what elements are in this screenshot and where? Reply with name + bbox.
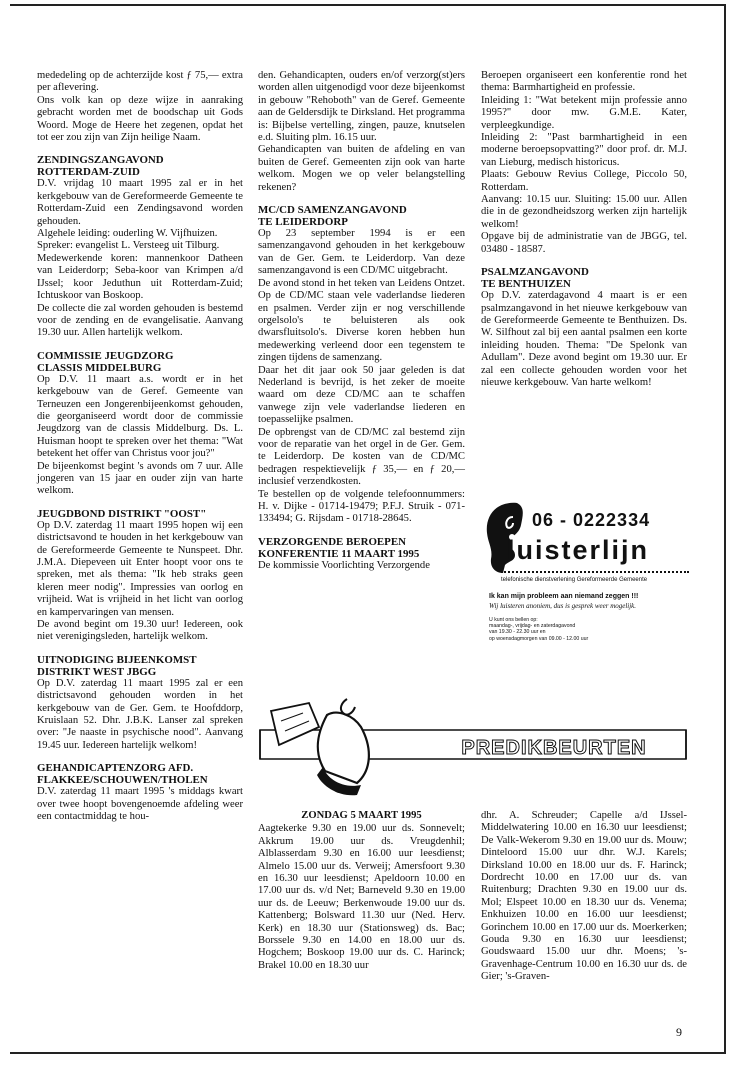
paragraph: Beroepen organiseert een konferentie rond het thema: Barmhartigheid en professie. [481,70,687,94]
paragraph: Medewerkende koren: mannenkoor Datheen van Leiderdorp; Seba-koor van Krimpen a/d IJssel; koor Jeduthun uit Rotterdam-Zuid; Ichtuskoor van Boskoop. [37,252,243,302]
paragraph: Inleiding 1: "Wat betekent mijn professie anno 1995?" door mw. G.M.E. Kater, verpleegkundige. [481,94,687,131]
paragraph: Op D.V. zaterdag 11 maart 1995 zal er een districtsavond gehouden worden in het kerkgebouw van de Ger. Gem. te Hoofddorp, Kruislaan 52. Dhr. J.B.K. Lanser zal spreken over: "Je naaste in psychische nood". Aanvang 19.45 uur. Iedereen hartelijk welkom! [37,677,243,751]
column-4 [258,810,465,972]
section-heading: MC/CD SAMENZANGAVOND TE LEIDERDORP [258,204,407,229]
bell-icon [271,699,369,795]
paragraph: De kommissie Voorlichting Verzorgende [258,559,430,571]
paragraph: De collecte die zal worden gehouden is bestemd voor de zending en de evangelisatie. Aanvang 19.30 uur. Allen hartelijk welkom. [37,302,243,339]
luisterlijn-logo-text: luisterlijn [507,535,650,565]
paragraph: Aagtekerke 9.30 en 19.00 uur ds. Sonnevelt; Akkrum 19.00 uur ds. Vreugdenhil; Alblasserdam 9.30 en 16.00 uur leesdienst; Almelo 15.00 uur ds. Verweij; Amersfoort 9.30 en 16.30 uur leesdienst; Apeldoorn 10.00 en 17.00 uur ds. v/d Net; Barneveld 9.30 en 19.00 uur ds. de Leeuw; Berkenwoude 19.00 uur ds. Kattenberg; Bolsward 11.30 uur (Ned. Herv. Kerk) en 18.30 uur (Stationsweg) ds. Bac; Borssele 9.30 en 14.00 en 18.00 uur ds. Hogchem; Boskoop 19.00 uur ds. C. Harinck; Brakel 10.00 en 18.30 uur [258,823,465,971]
paragraph: Spreker: evangelist L. Versteeg uit Tilburg. [37,240,220,252]
service-date-heading: ZONDAG 5 MAART 1995 [301,810,422,821]
paragraph: D.V. zaterdag 11 maart 1995 's middags kwart over twee hoopt bovengenoemde afdeling weer een contactmiddag te hou- [37,786,243,823]
paragraph: De opbrengst van de CD/MC zal bestemd zijn voor de reparatie van het orgel in de Ger. Gem. te Leiderdorp. De kosten van de CD/MC bedragen respektievelijk ƒ 35,— en ƒ 20,— inclusief verzendkosten. [258,426,465,488]
paragraph: Op D.V. zaterdag 11 maart 1995 hopen wij een districtsavond te houden in het kerkgebouw van de Gereformeerde Gemeente te Nunspeet. Dhr. J.M.A. Diepeveen uit Enter hoopt voor ons te spreken, met als thema: "Ik heb straks geen kleren meer nodig". Impressies van oorlog en vrijheid. Wat is vrijheid in het licht van oorlog en kampervaringen van mensen. [37,519,243,618]
paragraph: Aanvang: 10.15 uur. Sluiting: 15.00 uur. Allen die in de gezondheidszorg werken zijn hartelijk welkom! [481,194,687,230]
luisterlijn-hours: U kunt ons bellen op: maandag-, vrijdag- en zaterdagavond van 19.30 - 22.30 uur en op woensdagmorgen van 09.00 - 12.00 uur [489,617,589,642]
section-heading: JEUGDBOND DISTRIKT "OOST" [37,507,207,520]
phone-number: 06 - 0222334 [532,510,651,530]
column-2 [258,70,465,572]
paragraph: Plaats: Gebouw Revius College, Piccolo 50, Rotterdam. [481,169,687,193]
paragraph: Op D.V. zaterdagavond 4 maart is er een psalmzangavond in het nieuwe kerkgebouw van de Gereformeerde Gemeente te Benthuizen. Ds. W. Silfhout zal bij een aantal psalmen een korte inleiding houden. Thema: "De Spelonk van Adullam". Deze avond begint om 19.30 uur. Er zal een collecte gehouden worden voor het nieuwe kerkgebouw. Van harte welkom! [481,290,687,388]
column-1 [37,70,243,824]
page-frame-top [10,4,726,6]
column-3 [481,70,687,389]
luisterlijn-tagline: telefonische dienstverlening Gereformeerde Gemeente [501,577,648,583]
column-5 [481,810,687,984]
paragraph: Algehele leiding: ouderling W. Vijfhuizen. [37,228,218,240]
paragraph: Daar het dit jaar ook 50 jaar geleden is dat Nederland is bevrijd, is het zeker de moeite waard om deze CD/MC aan te schaffen vanwege zijn vele vaderlandse liederen en toepasselijke psalmen. [258,364,465,426]
luisterlijn-advert [479,497,691,652]
paragraph: Op 23 september 1994 is er een samenzangavond gehouden in het kerkgebouw van de Ger. Gem. te Leiderdorp. Van deze samenzangavond is een CD/MC uitgebracht. [258,228,465,277]
section-heading: GEHANDICAPTENZORG AFD. FLAKKEE/SCHOUWEN/THOLEN [37,762,208,787]
paragraph: Gehandicapten van buiten de afdeling en van buiten de Geref. Gemeenten zijn ook van harte welkom. Mogen we op veler belangstelling rekenen? [258,144,465,193]
section-heading: COMMISSIE JEUGDZORG CLASSIS MIDDELBURG [37,349,174,374]
section-heading: UITNODIGING BIJEENKOMST DISTRIKT WEST JBGG [37,653,197,678]
page-number: 9 [676,1025,682,1039]
paragraph: De avond begint om 19.30 uur! Iedereen, ook niet verenigingsleden, hartelijk welkom. [37,619,243,643]
paragraph: dhr. A. Schreuder; Capelle a/d IJssel-Middelwatering 10.00 en 16.30 uur leesdienst; De Valk-Wekerom 9.30 en 19.00 uur ds. Mouw; Dinteloord 15.00 uur dhr. W.J. Karels; Dirksland 10.00 en 18.00 uur ds. F. Harinck; Dordrecht 10.00 en 17.00 uur ds. van Ruitenburg; Drachten 9.30 en 19.00 uur ds. Mol; Elspeet 10.00 en 18.30 uur ds. Venema; Enkhuizen 10.00 en 16.00 uur leesdienst; Gorinchem 10.00 en 17.00 uur ds. Moerkerken; Gouda 9.30 en 16.30 uur leesdienst; Goudswaard 15.00 uur dhr. Moens; 's-Gravenhage-Centrum 10.00 en 16.30 uur ds. de Gier; 's-Graven- [481,810,687,983]
paragraph: Ons volk kan op deze wijze in aanraking gebracht worden met de boodschap uit Gods Woord. Moge de Heere het zegenen, opdat het tot eer zou zijn van Zijn heilige Naam. [37,94,243,144]
luisterlijn-slogan: Ik kan mijn probleem aan niemand zeggen !!! [489,593,639,600]
section-heading: VERZORGENDE BEROEPEN KONFERENTIE 11 MAART 1995 [258,535,420,560]
paragraph: D.V. vrijdag 10 maart 1995 zal er in het kerkgebouw van de Gereformeerde Gemeente te Rotterdam-Zuid een Zendingsavond worden gehouden. [37,178,243,227]
section-heading: ZENDINGSZANGAVOND ROTTERDAM-ZUID [37,154,164,179]
paragraph: De avond stond in het teken van Leidens Ontzet. Op de CD/MC staan vele vaderlandse liederen en psalmen. Verder zijn er nog verschillende orgelsolo's te beluisteren als ook dwarsfluitsolo's. Diverse koren hebben hun medewerking verleend door een tegenstem te zingen tijdens de samenzang. [258,277,465,364]
section-heading: PSALMZANGAVOND TE BENTHUIZEN [481,266,589,291]
paragraph: den. Gehandicapten, ouders en/of verzorg(st)ers worden allen uitgenodigd voor deze bijeenkomst in gebouw "Rehoboth" van de Geref. Gemeente aan de Geldersdijk te Dirksland. Het programma is: Bijbelse vertelling, zingen, pauze, knutselen e.d. Sluiting plm. 16.15 uur. [258,70,465,144]
page-frame-right [724,4,726,1054]
paragraph: De bijeenkomst begint 's avonds om 7 uur. Alle jongeren van 15 jaar en ouder zijn van harte welkom. [37,460,243,497]
page-frame-bottom [10,1052,726,1054]
paragraph: mededeling op de achterzijde kost ƒ 75,— extra per aflevering. [37,70,243,94]
paragraph: Inleiding 2: "Past barmhartigheid in een moderne beroepsopvatting?" door prof. dr. M.J. van Lieburg, medisch historicus. [481,132,687,168]
paragraph: Te bestellen op de volgende telefoonnummers: H. v. Dijke - 01714-19479; P.F.J. Struik - 071-133494; G. Rijsdam - 01718-28645. [258,488,465,525]
banner-title: PREDIKBEURTEN [461,737,647,759]
paragraph: Opgave bij de administratie van de JBGG, tel. 03480 - 18587. [481,231,687,255]
paragraph: Op D.V. 11 maart a.s. wordt er in het kerkgebouw van de Geref. Gemeente van Terneuzen een Jongerenbijeenkomst gehouden, die georganiseerd wordt door de commissie Jeugdzorg van de classis Middelburg. Ds. L. Huisman hoopt te spreken over het thema: "Wat betekent het offer van Christus voor jou?" [37,373,243,460]
luisterlijn-subslogan: Wij luisteren anoniem, dus is gesprek weer mogelijk. [489,602,637,610]
